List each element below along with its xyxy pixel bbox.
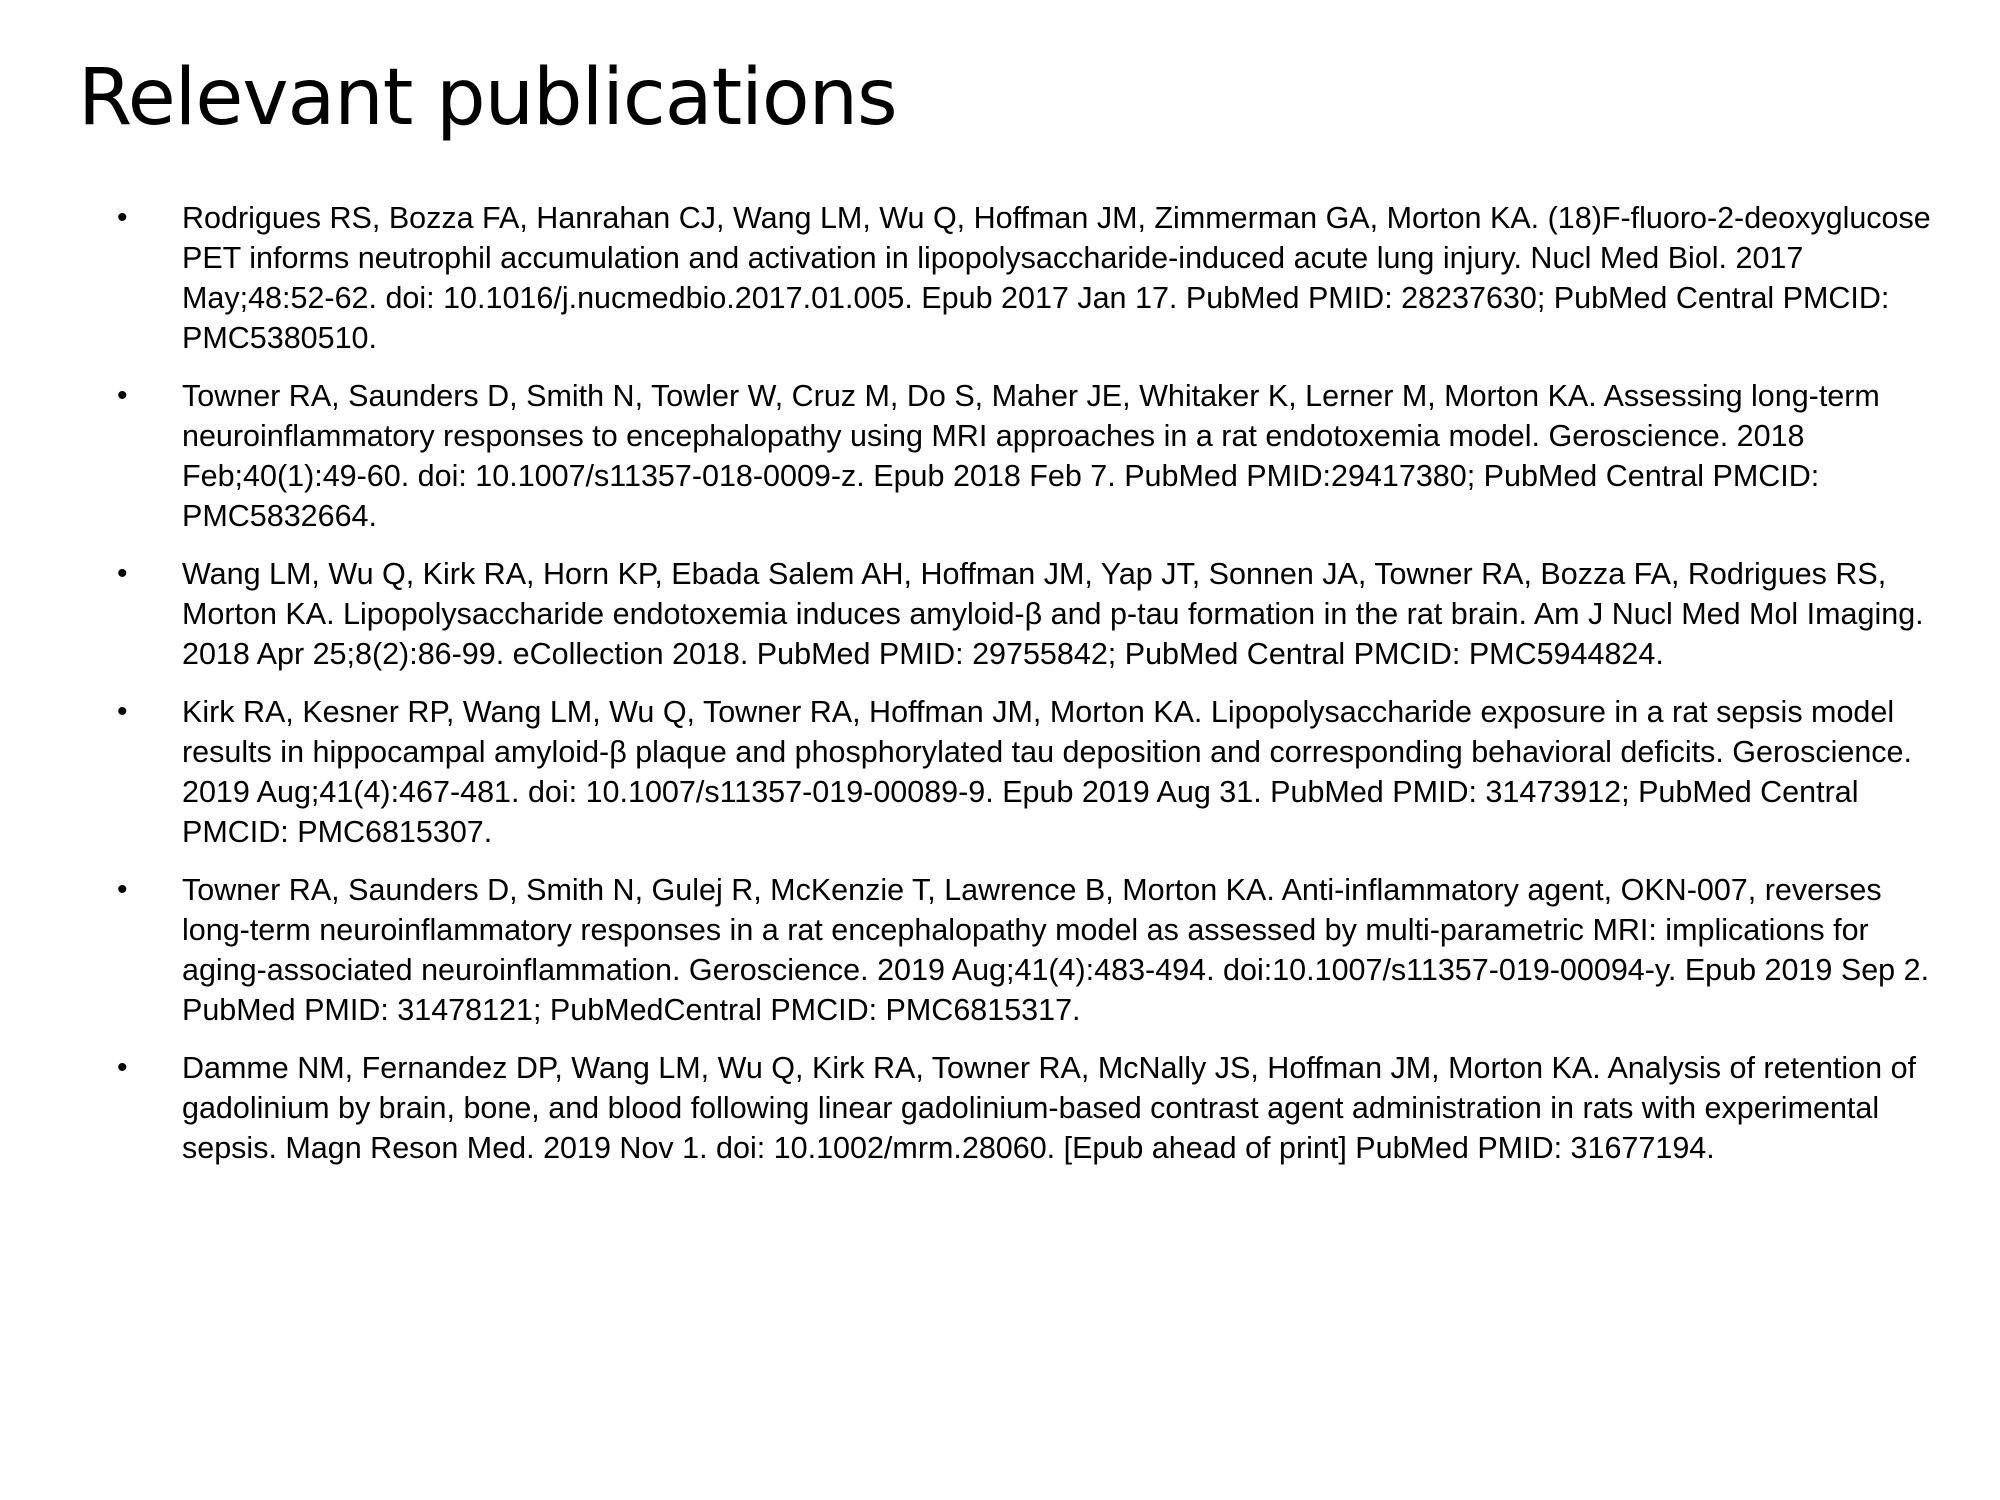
bullet-icon: • [117, 1051, 128, 1084]
publication-item [0, 376, 2000, 536]
publication-citation: Damme NM, Fernandez DP, Wang LM, Wu Q, Kirk RA, Towner RA, McNally JS, Hoffman JM, Morton KA. Analysis of retention of gadolinium by brain, bone, and blood following linear gadolinium-based contrast agent administration in rats with experimental sepsis. Magn Reson Med. 2019 Nov 1. doi: 10.1002/mrm.28060. [Epub ahead of print] PubMed PMID: 31677194. [182, 1051, 1917, 1165]
publication-item [0, 692, 2000, 852]
bullet-icon: • [117, 695, 128, 728]
slide-title: Relevant publications [78, 53, 897, 143]
publication-citation: Towner RA, Saunders D, Smith N, Gulej R, McKenzie T, Lawrence B, Morton KA. Anti-inflammatory agent, OKN-007, reverses long-term neuroinflammatory responses in a rat encephalopathy model as assessed by multi-parametric MRI: implications for aging-associated neuroinflammation. Geroscience. 2019 Aug;41(4):483-494. doi:10.1007/s11357-019-00094-y. Epub 2019 Sep 2. PubMed PMID: 31478121; PubMedCentral PMCID: PMC6815317. [182, 873, 1930, 1027]
publication-item [0, 1048, 2000, 1168]
bullet-icon: • [117, 201, 128, 234]
publication-list [0, 198, 2000, 1186]
publication-item [0, 870, 2000, 1030]
bullet-icon: • [117, 873, 128, 906]
publication-item [0, 554, 2000, 674]
publication-item [0, 198, 2000, 358]
publication-citation: Rodrigues RS, Bozza FA, Hanrahan CJ, Wang LM, Wu Q, Hoffman JM, Zimmerman GA, Morton KA. (18)F-fluoro-2-deoxyglucose PET informs neutrophil accumulation and activation in lipopolysaccharide-induced acute lung injury. Nucl Med Biol. 2017 May;48:52-62. doi: 10.1016/j.nucmedbio.2017.01.005. Epub 2017 Jan 17. PubMed PMID: 28237630; PubMed Central PMCID: PMC5380510. [182, 201, 1931, 355]
publication-citation: Kirk RA, Kesner RP, Wang LM, Wu Q, Towner RA, Hoffman JM, Morton KA. Lipopolysaccharide exposure in a rat sepsis model results in hippocampal amyloid-β plaque and phosphorylated tau deposition and corresponding behavioral deficits. Geroscience. 2019 Aug;41(4):467-481. doi: 10.1007/s11357-019-00089-9. Epub 2019 Aug 31. PubMed PMID: 31473912; PubMed Central PMCID: PMC6815307. [182, 695, 1912, 849]
publication-citation: Wang LM, Wu Q, Kirk RA, Horn KP, Ebada Salem AH, Hoffman JM, Yap JT, Sonnen JA, Towner RA, Bozza FA, Rodrigues RS, Morton KA. Lipopolysaccharide endotoxemia induces amyloid-β and p-tau formation in the rat brain. Am J Nucl Med Mol Imaging. 2018 Apr 25;8(2):86-99. eCollection 2018. PubMed PMID: 29755842; PubMed Central PMCID: PMC5944824. [182, 557, 1924, 671]
bullet-icon: • [117, 379, 128, 412]
publication-citation: Towner RA, Saunders D, Smith N, Towler W, Cruz M, Do S, Maher JE, Whitaker K, Lerner M, Morton KA. Assessing long-term neuroinflammatory responses to encephalopathy using MRI approaches in a rat endotoxemia model. Geroscience. 2018 Feb;40(1):49-60. doi: 10.1007/s11357-018-0009-z. Epub 2018 Feb 7. PubMed PMID:29417380; PubMed Central PMCID: PMC5832664. [182, 379, 1880, 533]
bullet-icon: • [117, 557, 128, 590]
